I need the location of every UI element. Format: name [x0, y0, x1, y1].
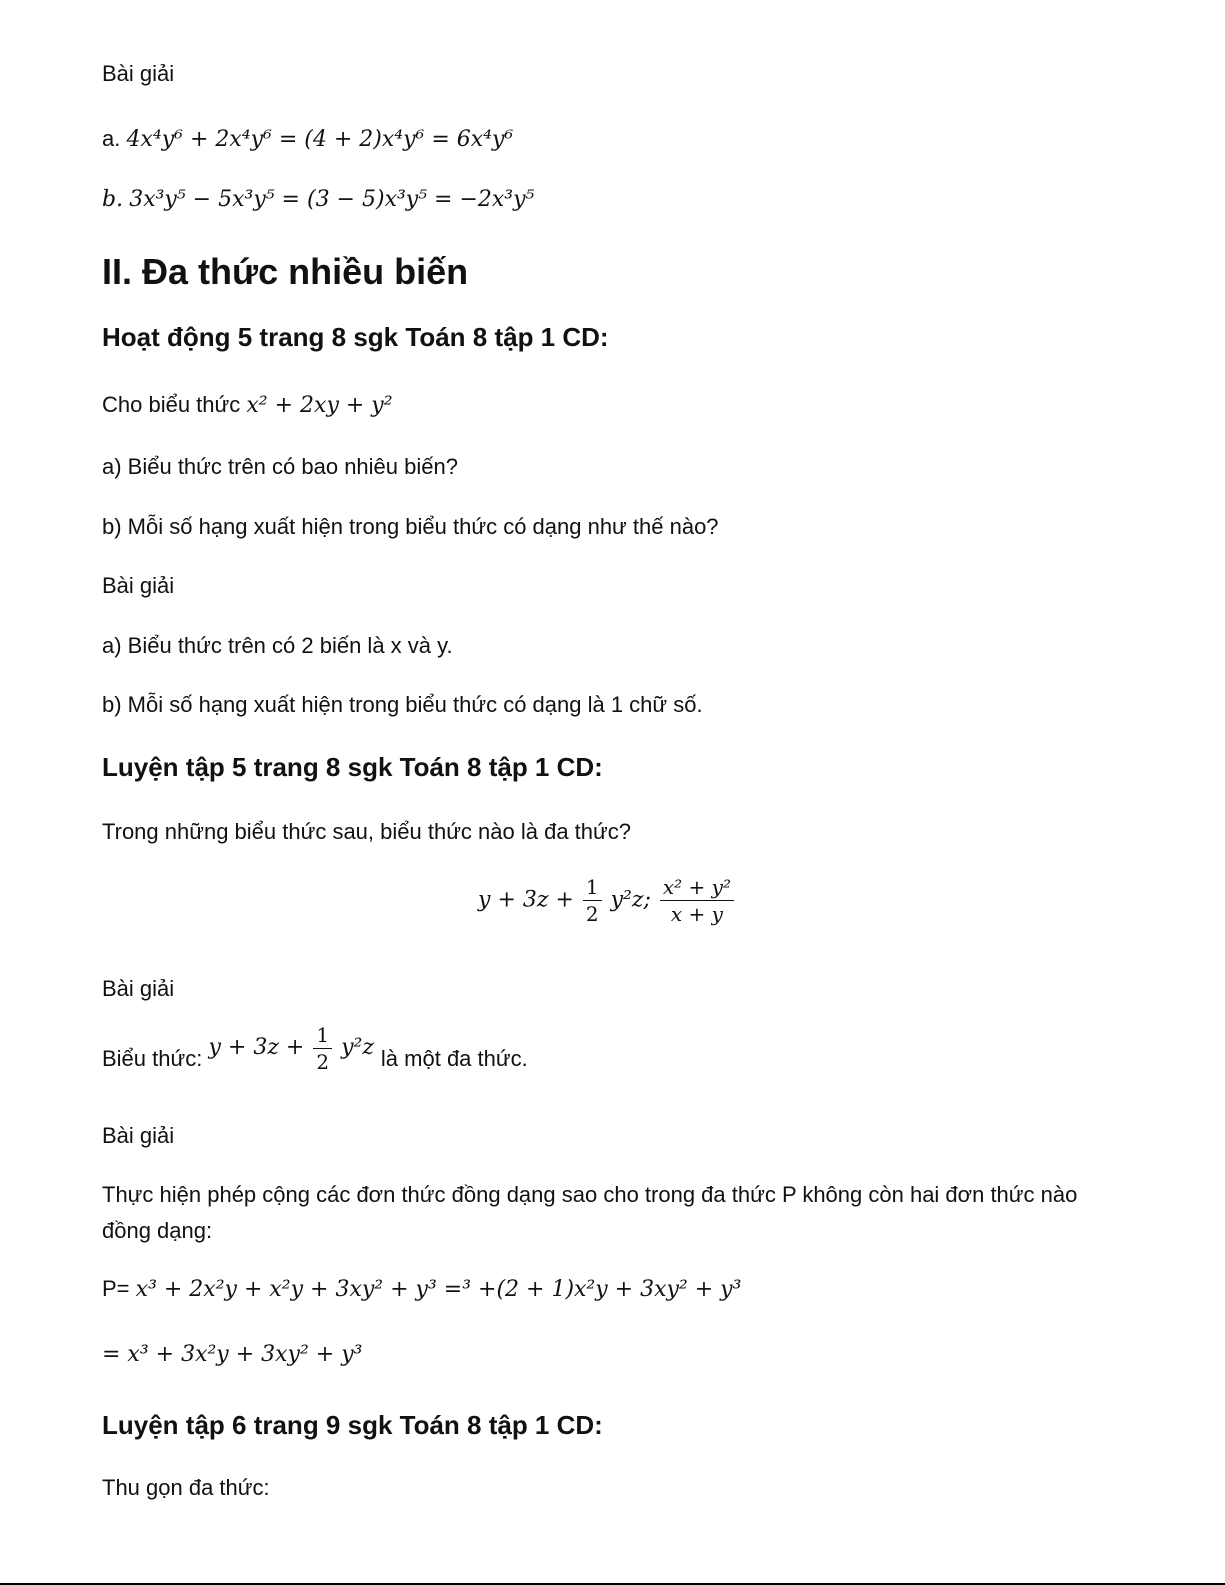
item-a-label: a. [102, 126, 121, 151]
item-a-expression: 4x⁴y⁶ + 2x⁴y⁶ = (4 + 2)x⁴y⁶ = 6x⁴y⁶ [126, 127, 514, 152]
bai-giai-label: Bài giải [102, 61, 175, 86]
p-instruction: Thực hiện phép cộng các đơn thức đồng dạng sao cho trong đa thức P không còn hai đơn thức nào đồng dạng: [102, 1182, 1078, 1243]
answer-expression [208, 1022, 380, 1074]
fraction-rational [660, 874, 734, 927]
answer-expr-suffix: y²z [341, 1035, 374, 1060]
question-a: a) Biểu thức trên có bao nhiêu biến? [102, 454, 458, 479]
practice-6-instruction: Thu gọn đa thức: [102, 1475, 270, 1500]
answer-a: a) Biểu thức trên có 2 biến là x và y. [102, 633, 453, 658]
eq-prefix: y + 3z + [478, 887, 574, 913]
answer-prefix: Biểu thức: [102, 1046, 203, 1071]
fraction-one-half [583, 874, 602, 927]
practice-6-title: Luyện tập 6 trang 9 sgk Toán 8 tập 1 CD: [102, 1410, 603, 1440]
intro-expression: x² + 2xy + y² [246, 393, 393, 418]
fraction-numerator: 1 [313, 1022, 332, 1049]
activity-5-intro [102, 390, 393, 421]
bai-giai-label: Bài giải [102, 976, 175, 1001]
p-expression: x³ + 2x²y + x²y + 3xy² + y³ =³ +(2 + 1)x²y + 3xy² + y³ [135, 1277, 742, 1302]
p-label: P= [102, 1276, 130, 1301]
answer-b: b) Mỗi số hạng xuất hiện trong biểu thức có dạng là 1 chữ số. [102, 692, 703, 717]
p-equation [102, 1274, 741, 1305]
fraction-denominator: 2 [585, 902, 599, 926]
fraction-denominator: 2 [316, 1049, 330, 1074]
practice-5-equation [102, 874, 1112, 927]
intro-text: Cho biểu thức [102, 392, 241, 417]
fraction-one-half [313, 1022, 332, 1075]
item-b-label: b. [102, 187, 124, 212]
bai-giai-label: Bài giải [102, 1123, 175, 1148]
p-result: = x³ + 3x²y + 3xy² + y³ [102, 1342, 363, 1367]
question-b: b) Mỗi số hạng xuất hiện trong biểu thức có dạng như thế nào? [102, 514, 719, 539]
fraction-denominator: x + y [670, 902, 723, 926]
solution-item-b [102, 184, 534, 215]
document-page [102, 0, 1132, 1585]
solution-item-a [102, 124, 513, 155]
fraction-numerator: x² + y² [660, 874, 734, 901]
section-heading: II. Đa thức nhiều biến [102, 251, 469, 292]
practice-5-question: Trong những biểu thức sau, biểu thức nào là đa thức? [102, 819, 631, 844]
answer-suffix: là một đa thức. [380, 1046, 528, 1071]
practice-5-title: Luyện tập 5 trang 8 sgk Toán 8 tập 1 CD: [102, 752, 603, 782]
bai-giai-label: Bài giải [102, 573, 175, 598]
item-b-expression: 3x³y⁵ − 5x³y⁵ = (3 − 5)x³y⁵ = −2x³y⁵ [129, 187, 535, 212]
practice-5-answer [102, 1022, 528, 1088]
fraction-numerator: 1 [583, 874, 602, 901]
activity-5-title: Hoạt động 5 trang 8 sgk Toán 8 tập 1 CD: [102, 322, 609, 352]
answer-expr-prefix: y + 3z + [208, 1035, 305, 1060]
eq-middle: y²z; [610, 887, 651, 913]
